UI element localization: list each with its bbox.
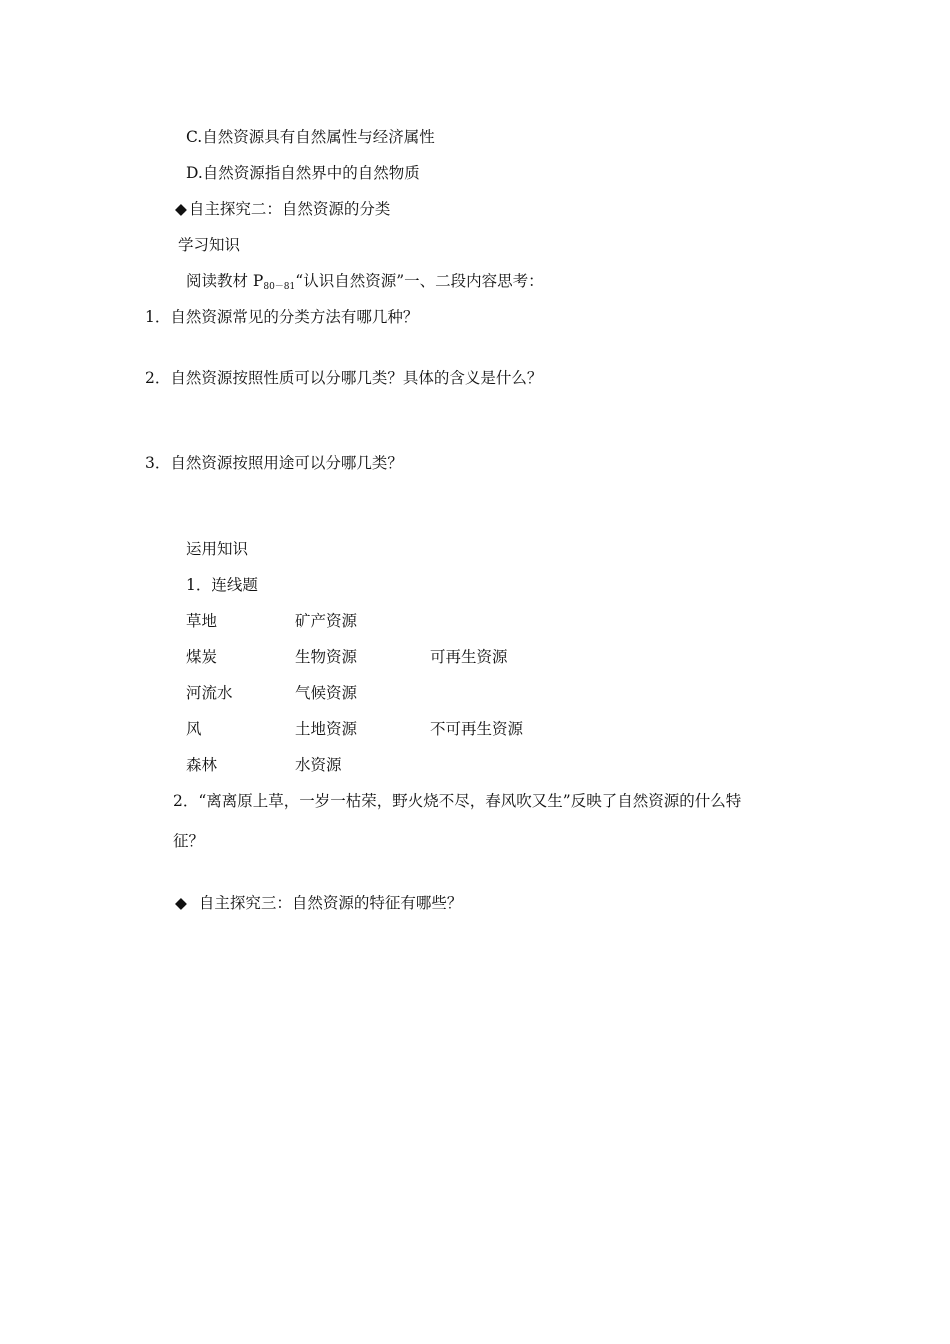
reading-suffix: “认识自然资源”一、二段内容思考：	[295, 272, 544, 290]
section3-heading	[175, 893, 462, 913]
matching-left-item: 风	[186, 720, 202, 738]
matching-middle-item: 土地资源	[295, 720, 358, 738]
diamond-bullet-icon: ◆	[175, 200, 187, 218]
diamond-bullet-icon: ◆	[175, 894, 187, 912]
option-c: C.自然资源具有自然属性与经济属性	[186, 128, 435, 146]
reading-instruction	[186, 271, 544, 297]
question-2-text-line1: 2．“离离原上草，一岁一枯荣，野火烧不尽，春风吹又生”反映了自然资源的什么特	[173, 792, 742, 810]
reading-pages: 80－81	[263, 282, 296, 292]
matching-left-item: 草地	[186, 612, 218, 630]
question-2-text-line2: 征？	[173, 832, 205, 850]
matching-middle-item: 生物资源	[295, 648, 358, 666]
question-1: 1．自然资源常见的分类方法有哪几种？	[145, 308, 419, 326]
section2-heading	[175, 199, 390, 219]
matching-middle-item: 气候资源	[295, 684, 358, 702]
matching-left-item: 煤炭	[186, 648, 218, 666]
matching-left-item: 森林	[186, 756, 218, 774]
section3-title: 自主探究三：自然资源的特征有哪些？	[198, 894, 463, 912]
section2-title: 自主探究二：自然资源的分类	[188, 200, 391, 218]
matching-right-item: 不可再生资源	[430, 720, 524, 738]
option-d: D.自然资源指自然界中的自然物质	[186, 164, 420, 182]
apply-heading: 运用知识	[186, 540, 249, 558]
matching-right-item: 可再生资源	[430, 648, 508, 666]
matching-title: 1．连线题	[186, 576, 258, 594]
matching-middle-item: 矿产资源	[295, 612, 358, 630]
matching-middle-item: 水资源	[295, 756, 342, 774]
reading-prefix: 阅读教材 P	[186, 272, 264, 290]
learn-heading: 学习知识	[178, 236, 241, 254]
question-3: 3．自然资源按照用途可以分哪几类？	[145, 454, 403, 472]
question-2: 2．自然资源按照性质可以分哪几类？具体的含义是什么？	[145, 369, 543, 387]
matching-left-item: 河流水	[186, 684, 233, 702]
